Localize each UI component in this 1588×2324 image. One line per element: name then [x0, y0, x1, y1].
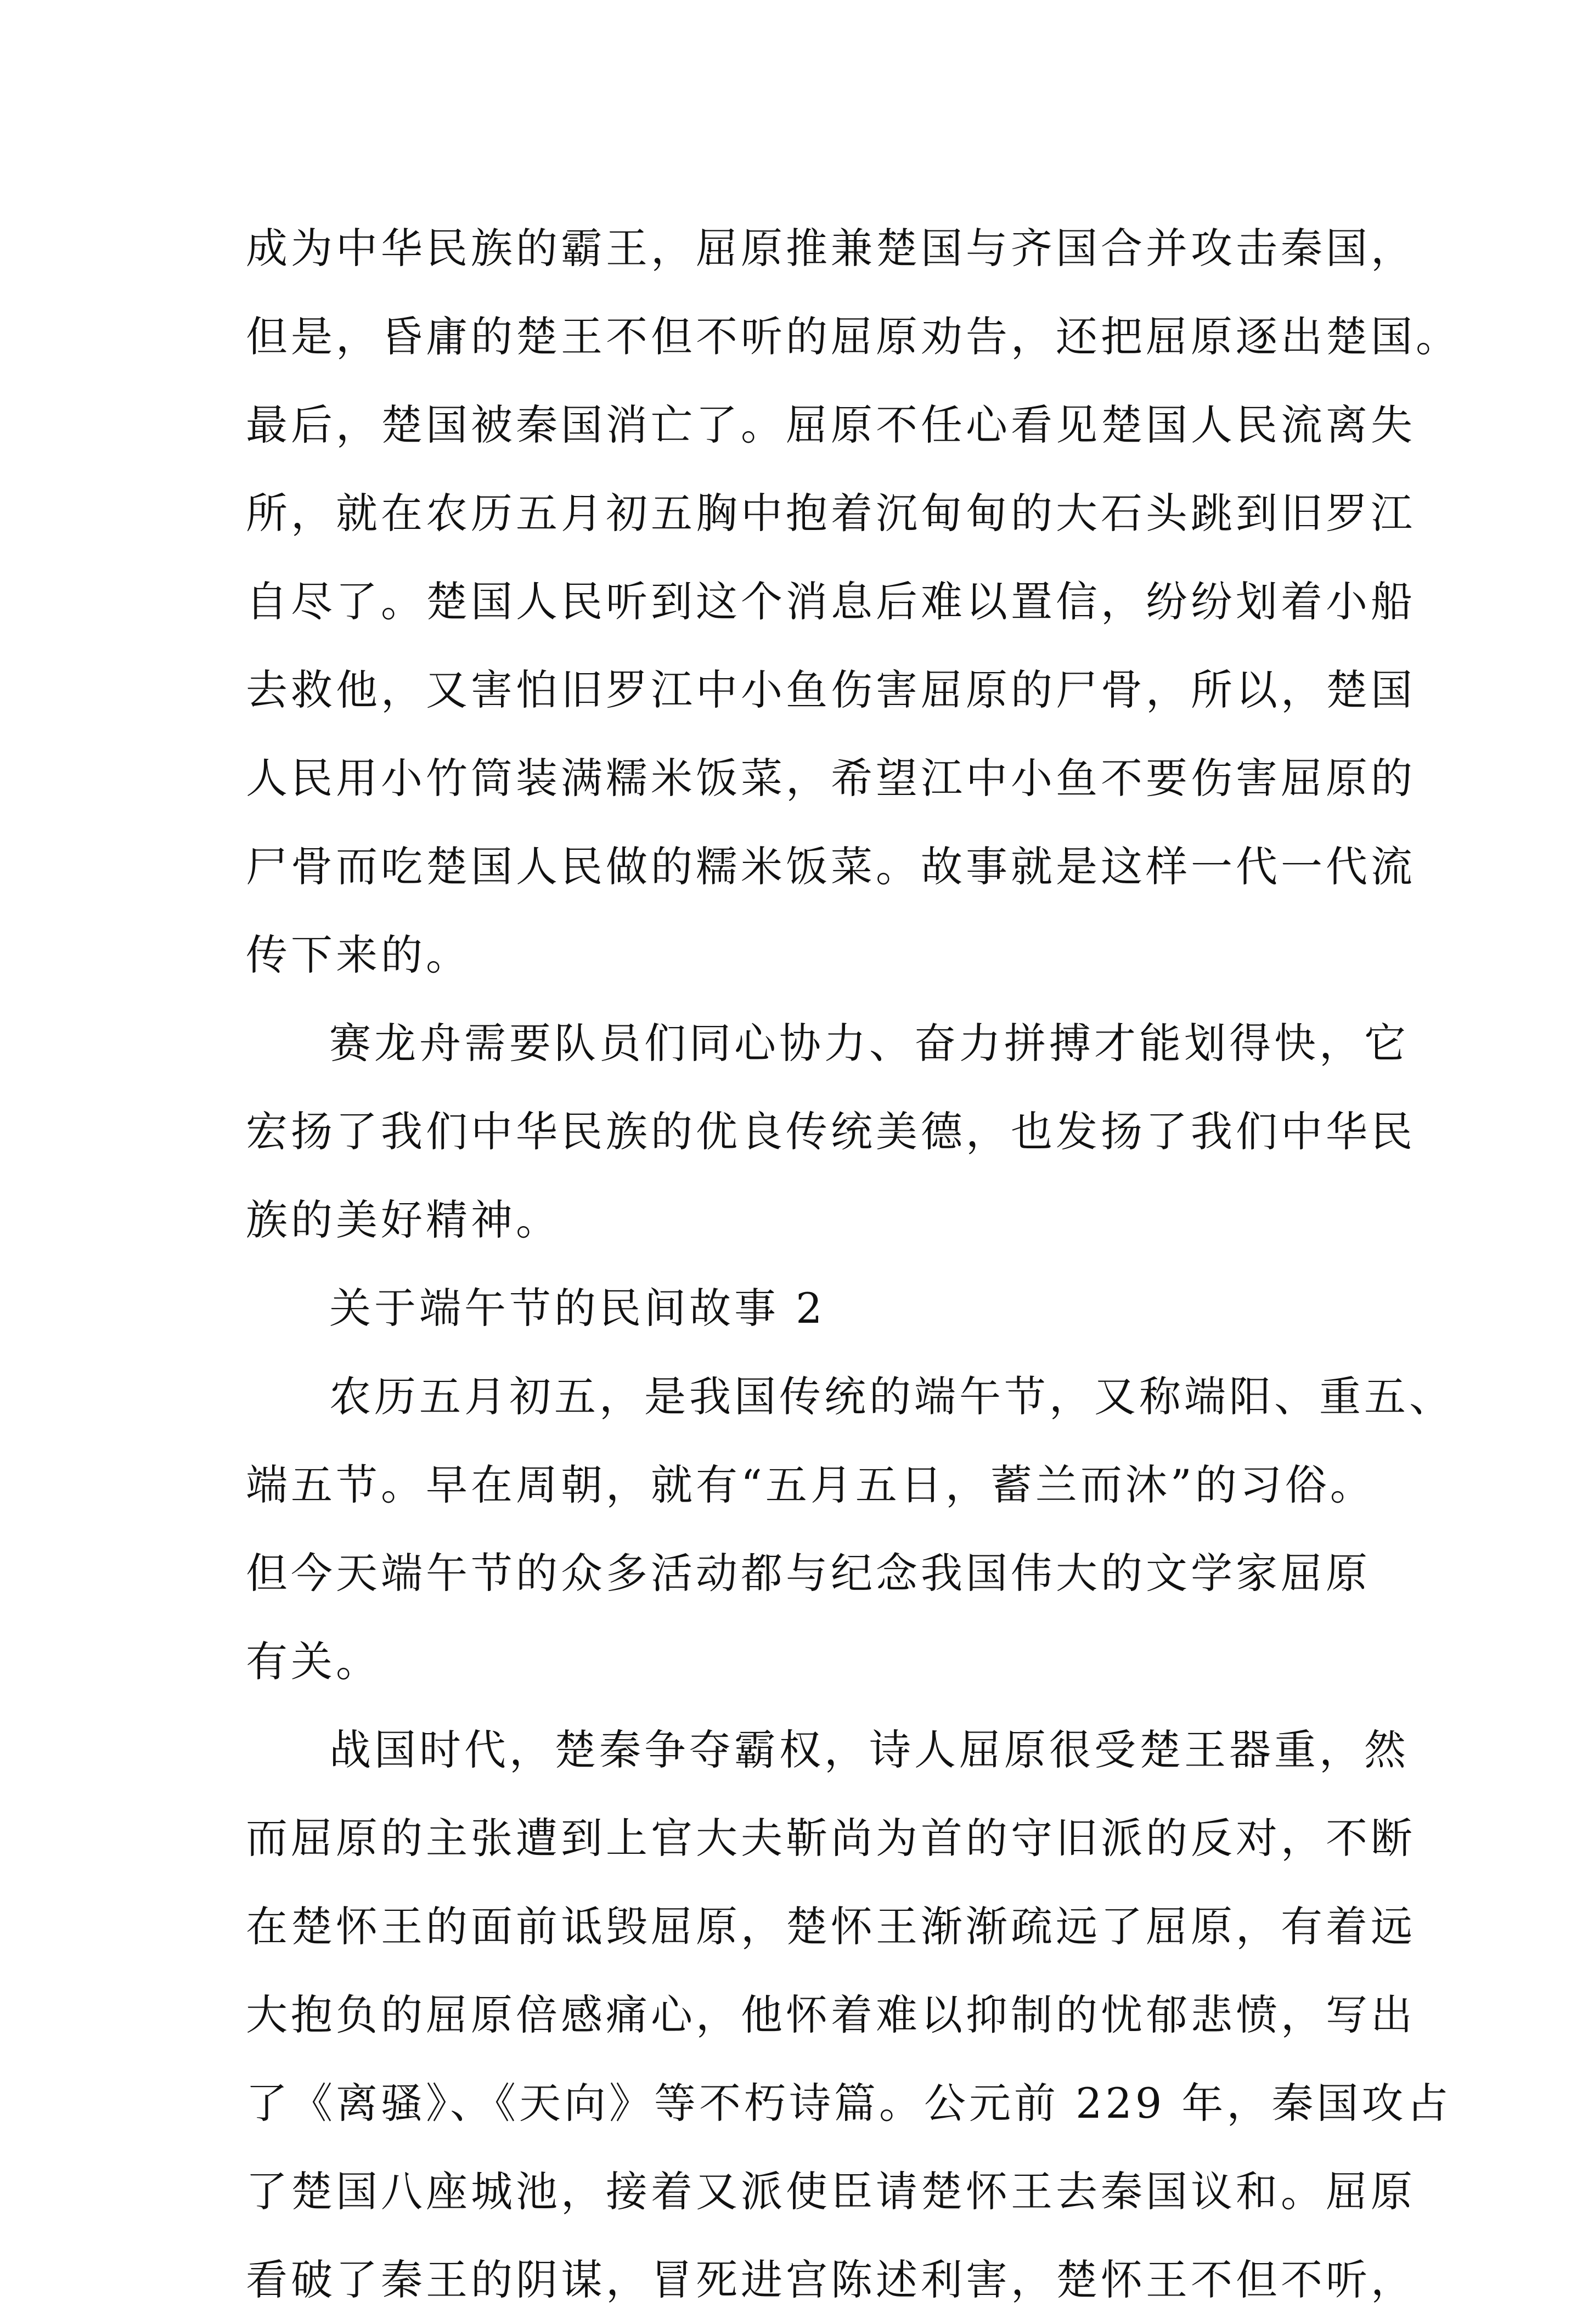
- text-line-23: 了楚国八座城池，接着又派使臣请楚怀王去秦国议和。屈原: [246, 2167, 1416, 2216]
- text-line-2: 但是，昏庸的楚王不但不听的屈原劝告，还把屈原逐出楚国。: [246, 312, 1461, 361]
- document-body: [246, 204, 1461, 2324]
- text-line-14: 农历五月初五，是我国传统的端午节，又称端阳、重五、: [329, 1372, 1454, 1421]
- text-line-16: 但今天端午节的众多活动都与纪念我国伟大的文学家屈原: [246, 1549, 1371, 1598]
- text-line-17: 有关。: [246, 1637, 381, 1686]
- text-line-4: 所，就在农历五月初五胸中抱着沉甸甸的大石头跳到旧罗江: [246, 489, 1416, 538]
- text-line-6: 去救他，又害怕旧罗江中小鱼伤害屈原的尸骨，所以，楚国: [246, 665, 1416, 714]
- text-line-9: 传下来的。: [246, 930, 471, 979]
- text-line-3: 最后，楚国被秦国消亡了。屈原不任心看见楚国人民流离失: [246, 401, 1416, 449]
- text-line-18: 战国时代，楚秦争夺霸权，诗人屈原很受楚王器重，然: [329, 1725, 1409, 1774]
- text-line-11: 宏扬了我们中华民族的优良传统美德，也发扬了我们中华民: [246, 1107, 1416, 1156]
- text-line-1: 成为中华民族的霸王，屈原推兼楚国与齐国合并攻击秦国，: [246, 224, 1416, 273]
- text-line-21: 大抱负的屈原倍感痛心，他怀着难以抑制的忧郁悲愤，写出: [246, 1990, 1416, 2039]
- text-line-15: 端五节。早在周朝，就有“五月五日，蓄兰而沐”的习俗。: [246, 1460, 1375, 1509]
- text-line-10: 赛龙舟需要队员们同心协力、奋力拼搏才能划得快，它: [329, 1019, 1409, 1068]
- text-line-12: 族的美好精神。: [246, 1195, 561, 1244]
- text-line-8: 尸骨而吃楚国人民做的糯米饭菜。故事就是这样一代一代流: [246, 842, 1416, 891]
- section-heading: 关于端午节的民间故事 2: [329, 1284, 826, 1333]
- text-line-7: 人民用小竹筒装满糯米饭菜，希望江中小鱼不要伤害屈原的: [246, 754, 1416, 803]
- text-line-19: 而屈原的主张遭到上官大夫靳尚为首的守旧派的反对，不断: [246, 1814, 1416, 1863]
- text-line-5: 自尽了。楚国人民听到这个消息后难以置信，纷纷划着小船: [246, 577, 1416, 626]
- text-line-22: 了《离骚》、《天向》等不朽诗篇。公元前 229 年，秦国攻占: [246, 2079, 1452, 2128]
- text-line-20: 在楚怀王的面前诋毁屈原，楚怀王渐渐疏远了屈原，有着远: [246, 1902, 1416, 1951]
- text-line-24: 看破了秦王的阴谋，冒死进宫陈述利害，楚怀王不但不听，: [246, 2255, 1416, 2304]
